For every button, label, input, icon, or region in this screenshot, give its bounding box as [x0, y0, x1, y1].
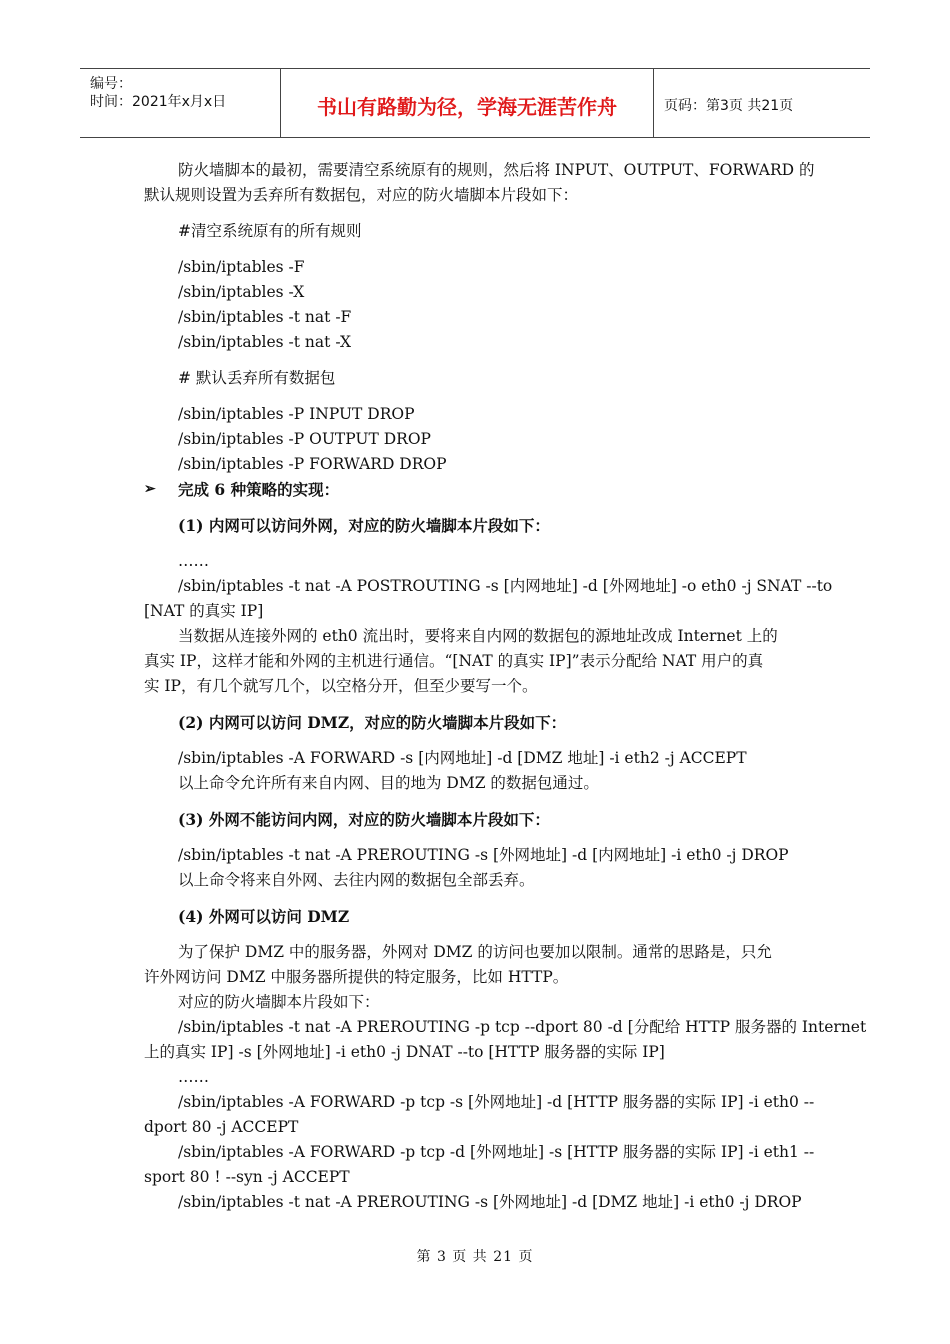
document-number-label: 编号： — [90, 76, 132, 92]
page-footer: 第 3 页 共 21 页 — [416, 1249, 534, 1265]
code-line: /sbin/iptables -P OUTPUT DROP — [178, 430, 431, 448]
document-time-label: 时间：2021年x月x日 — [90, 94, 227, 110]
code-line: /sbin/iptables -t nat -A PREROUTING -s [外网地址] -d [内网地址] -i eth0 -j DROP — [178, 846, 789, 864]
paragraph-line: 实 IP，有几个就写几个，以空格分开，但至少要写一个。 — [144, 677, 538, 695]
code-comment: #清空系统原有的所有规则 — [178, 222, 362, 240]
paragraph-line: 以上命令将来自外网、去往内网的数据包全部丢弃。 — [178, 871, 535, 889]
code-line: /sbin/iptables -t nat -F — [178, 308, 352, 326]
section-heading: (2) 内网可以访问 DMZ，对应的防火墙脚本片段如下： — [178, 713, 567, 732]
paragraph-line: 当数据从连接外网的 eth0 流出时，要将来自内网的数据包的源地址改成 Internet 上的 — [178, 627, 778, 645]
code-line: /sbin/iptables -t nat -A PREROUTING -p tcp --dport 80 -d [分配给 HTTP 服务器的 Internet — [178, 1018, 867, 1036]
bullet-arrow-icon: ➢ — [144, 481, 156, 497]
header-page-cell — [654, 69, 870, 137]
bullet-heading-text: 完成 6 种策略的实现： — [178, 480, 340, 499]
code-line: /sbin/iptables -A FORWARD -p tcp -d [外网地址] -s [HTTP 服务器的实际 IP] -i eth1 -- — [178, 1143, 815, 1161]
paragraph-line: 对应的防火墙脚本片段如下： — [178, 993, 380, 1011]
code-line: sport 80 ! --syn -j ACCEPT — [144, 1168, 350, 1186]
ellipsis-line: …… — [178, 1068, 209, 1086]
page-header — [80, 68, 870, 138]
header-page-info: 页码：第3页 共21页 — [664, 98, 794, 114]
header-motto: 书山有路勤为径，学海无涯苦作舟 — [317, 95, 617, 119]
code-line: /sbin/iptables -P FORWARD DROP — [178, 455, 447, 473]
paragraph-line: 许外网访问 DMZ 中服务器所提供的特定服务，比如 HTTP。 — [144, 968, 569, 986]
ellipsis-line: …… — [178, 552, 209, 570]
paragraph-line: 默认规则设置为丢弃所有数据包，对应的防火墙脚本片段如下： — [144, 186, 579, 204]
section-heading: (1) 内网可以访问外网，对应的防火墙脚本片段如下： — [178, 516, 550, 535]
paragraph-line: 为了保护 DMZ 中的服务器，外网对 DMZ 的访问也要加以限制。通常的思路是，只允 — [178, 943, 772, 961]
paragraph-line: 防火墙脚本的最初，需要清空系统原有的规则，然后将 INPUT、OUTPUT、FORWARD 的 — [178, 161, 815, 179]
paragraph-line: 以上命令允许所有来自内网、目的地为 DMZ 的数据包通过。 — [178, 774, 599, 792]
code-line: /sbin/iptables -t nat -A POSTROUTING -s [内网地址] -d [外网地址] -o eth0 -j SNAT --to — [178, 577, 833, 595]
code-line: /sbin/iptables -t nat -A PREROUTING -s [外网地址] -d [DMZ 地址] -i eth0 -j DROP — [178, 1193, 802, 1211]
section-heading: (3) 外网不能访问内网，对应的防火墙脚本片段如下： — [178, 810, 550, 829]
code-line: /sbin/iptables -A FORWARD -p tcp -s [外网地址] -d [HTTP 服务器的实际 IP] -i eth0 -- — [178, 1093, 815, 1111]
code-line: /sbin/iptables -P INPUT DROP — [178, 405, 415, 423]
code-line: 上的真实 IP] -s [外网地址] -i eth0 -j DNAT --to [HTTP 服务器的实际 IP] — [144, 1043, 665, 1061]
header-motto-cell — [281, 69, 654, 137]
code-line: dport 80 -j ACCEPT — [144, 1118, 299, 1136]
code-comment: # 默认丢弃所有数据包 — [178, 369, 336, 387]
code-line: [NAT 的真实 IP] — [144, 602, 264, 620]
section-heading: (4) 外网可以访问 DMZ — [178, 907, 350, 926]
code-line: /sbin/iptables -A FORWARD -s [内网地址] -d [DMZ 地址] -i eth2 -j ACCEPT — [178, 749, 747, 767]
header-meta-cell — [80, 69, 281, 137]
bullet-heading — [144, 477, 807, 502]
document-body — [144, 158, 867, 1215]
code-line: /sbin/iptables -t nat -X — [178, 333, 352, 351]
paragraph-line: 真实 IP，这样才能和外网的主机进行通信。“[NAT 的真实 IP]”表示分配给 NAT 用户的真 — [144, 652, 764, 670]
code-line: /sbin/iptables -F — [178, 258, 305, 276]
code-line: /sbin/iptables -X — [178, 283, 305, 301]
